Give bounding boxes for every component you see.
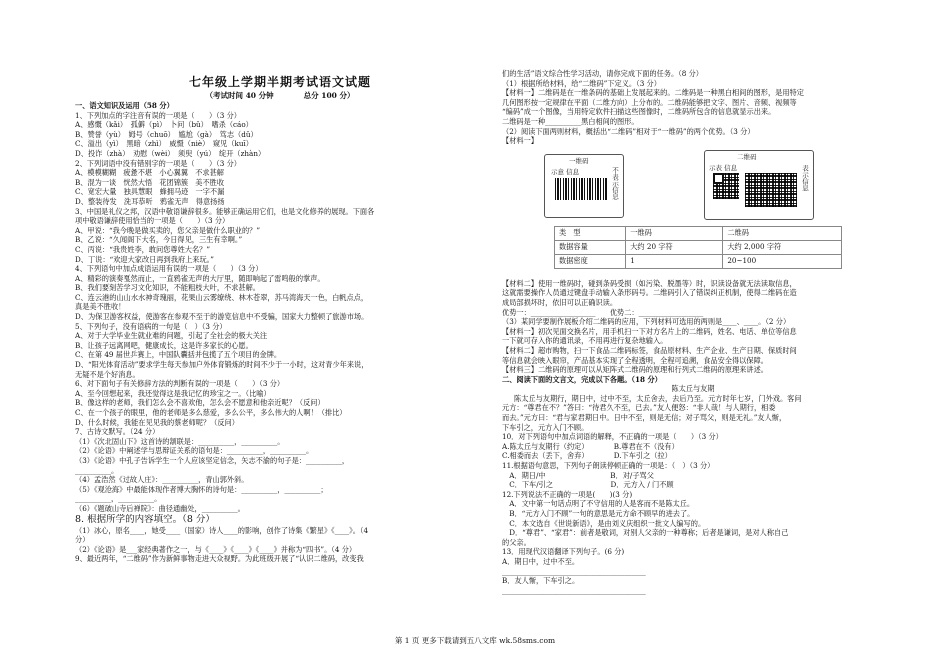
text-line: （3）《论语》中孔子告诉学生一个人应该坚定信念，矢志不渝的句子是：__________， [75,455,350,465]
qr-finder-pattern [713,173,724,184]
reading-heading: 二、阅读下面的文言文，完成以下各题。（18 分） [502,374,662,384]
text-line: 【材料二】使用一维码时，碰到条码受损（如污染、脱墨等）时，识读设备就无法读取信息， [502,278,797,288]
text-line: 真是美不胜收！ [75,302,126,312]
text-line: D、丁说：“欢迎大家改日再到我府上来玩。” [75,254,214,264]
right-column [502,69,884,595]
text-line: A．文中第一句话点明了不守信用的人是客而不是陈太丘。 [502,499,695,509]
text-line: 5、下列句子，没有语病的一句是（ ）（3 分） [75,321,227,331]
text-line: D．“尊君”、“家君”：前者是敬词，对别人父亲的一种尊称；后者是谦词，是对人称自己 [502,528,789,538]
text-line: 【材料一】二维码是在一维条码的基础上发展起来的。二维码是一种黑白相间的图形，是用特定 [502,88,804,98]
text-line: A、感慨（kǎi） 孤僻（pì） 卜问（bǔ） 嗜杀（cáo） [75,120,253,130]
text-line: 一下就可存入你的通讯录，不用再进行复杂地输入。 [502,336,668,346]
text-line: A、甲说：“我今晚是做买卖的，您父亲是做什么职业的？” [75,225,261,235]
comparison-table [554,226,842,269]
text-line: __________。 [75,465,119,475]
text-line: 13．用现代汉语翻译下列句子。(6 分) [502,547,625,557]
text-line: C．下车/引之 D．元方入 / 门不顾 [502,480,674,490]
text-line: 2、下列词语中没有错别字的一项是（ ）（3 分） [75,158,241,168]
text-line: B．友人惭，下车引之。 [502,576,580,586]
text-line: 几何图形按一定规律在平面（二维方向）上分布的。二维码能够把文字、图片、音频、视频等 [502,97,797,107]
text-line: 9、最近两年，“二维码”作为新鲜事物走进大众视野。为此班级开展了“认识二维码，改变我 [75,554,364,564]
text-line: D、为保卫游客权益，使游客在参观不至于的游览信息中不受骗，国家大力整顿了旅游市场。 [75,312,369,322]
text-line: 3、中国是礼仪之邦，汉语中敬语谦辞很多。能够正确运用它们，也是文化修养的展现。下面各 [75,206,375,216]
pdf417-code-image [745,173,797,207]
text-line: 下车引之，元方入门不顾。 [502,422,589,432]
right-middle-section [502,279,884,375]
table-cell: 20~100 [723,254,842,268]
text-line: （5）《观沧海》中最能体现作者博大胸怀的诗句是：__________，__________； [75,484,328,494]
text-line: 这就需要操作人员通过键盘手动输入条形码号。二维码引入了错误纠正机制，使得二维码在造 [502,288,797,298]
text-line: B、像这样的老师，我们怎么会不喜欢他，怎么会不愿意和他亲近呢？（反问） [75,398,325,408]
table-cell: 大约 2,000 字符 [723,240,842,254]
text-line: __________，__________。 [75,494,162,504]
text-line: B、我们要刻苦学习文化知识，不能粗枝大叶，不求甚解。 [75,283,260,293]
text-line: 8. 根据所学的内容填空。（8 分） [75,513,215,525]
text-line: B、让孩子远离网吧，健康成长，这是许多家长的心愿。 [75,340,253,350]
text-line: A、精彩的演奏戛然而止，一直鸦雀无声的大厅里，随即响起了雷鸣般的掌声。 [75,273,325,283]
text-line: （2）《论语》是___家经典著作之一，与《____》《____》《____》并称为“四书”。（4 分） [75,544,357,554]
text-line: 二维码是一种__________黑白相间的图形。 [502,116,639,126]
one-d-barcode-card [544,154,624,218]
table-cell: 数据容量 [555,240,626,254]
passage-title: 陈太丘与友期 [671,384,715,394]
two-d-label: 二维码 [737,152,757,161]
text-line: B、赞誉（yù） 姆号（chuō） 尴尬（gà） 笃志（dǔ） [75,129,258,139]
text-line: 分） [75,535,90,545]
text-line: C、连云港的山山水水神奇瑰丽，花果山云雾缭绕、林木苍翠，苏马湾海天一色，白帆点点， [75,292,369,302]
text-line: 【材料三】二维码的原理可以从矩阵式二维码的原理和行列式二维码的原理来讲述。 [502,365,768,375]
text-line: B、混为一谈 恍然大悟 花团锦簇 美不胜收 [75,177,225,187]
one-d-barcode-image [555,178,607,200]
one-d-side-label: 不表示信息 [611,166,619,200]
two-d-side-label: 表示信息 [801,164,809,191]
text-line: D、投诈（zhà） 劝慰（wèi） 须臾（yú） 绽开（zhàn） [75,148,266,158]
text-line: C、溢出（yì） 黑暗（zhì） 威慑（niè） 窥见（kuī） [75,139,253,149]
text-line: 【材料一】 [502,136,538,146]
text-line: D、“阳光体育活动”要求学生每天参加户外体育锻炼的时间不少于一小时，这对青少年来说， [75,360,369,370]
table-header-cell: 类 型 [555,226,626,240]
page-footer: 第 1 页 更多下载请到五八文库 wk.58sms.com [394,636,556,645]
text-line: 项中敬语谦辞使用恰当的一项是（ ）（3 分） [75,216,230,226]
text-line: C、在一个孩子的眼里，他的老师是多么慈爱，多么公平，多么伟大的人啊！（排比） [75,408,347,417]
text-line: ________________________________________ [502,566,646,576]
text-line: C、丙说：“我贵姓李，敢问您尊姓大名？” [75,244,211,254]
text-line: 们的生活”语文综合性学习活动，请你完成下面的任务。（8 分） [502,69,703,78]
table-header-cell: 一维码 [626,226,723,240]
text-line: （1）根据所给材料，给“二维码”下定义。（3 分） [502,78,661,88]
table-header-row [555,226,842,240]
text-line: （3）某同学要制作展板介绍二维码的应用，下列材料可选用的两则是____、____。（2 分） [502,317,791,327]
one-d-label: 一维码 [569,156,589,165]
text-line: 元方：“尊君在不？”答曰：“待君久不至，已去。”友人便怒：“非人哉！与人期行，相委 [502,403,776,413]
text-line: “编码”成一个图像，当用特定软件扫描这些图像时，二维码所包含的信息就显示出来。 [502,107,776,117]
right-top-section [502,69,884,146]
text-line: 12.下列说法不正确的一项是( )(3 分) [502,489,633,499]
text-line: 7、古诗文默写。（24 分） [75,427,160,437]
text-line: A、模模糊糊 疲惫不堪 小心翼翼 不求甚解 [75,168,224,178]
two-d-caption: 示表 信息 [709,163,738,172]
page-title: 七年级上学期半期考试语文试题 [188,75,371,89]
text-line: 成局部损坏时，依旧可以正确识读。 [502,297,618,307]
text-line: （1）冰心，原名____，她受____（国家）诗人____的影响，创作了诗集《繁星》《____》。（4 [75,525,369,535]
text-line: C．本文选自《世说新语》，是由刘义庆组织一批文人编写的。 [502,518,706,528]
text-line: 而去。”元方曰：“君与家君期日中。日中不至，则是无信；对子骂父，则是无礼。”友人惭， [502,413,787,423]
table-cell: 数据密度 [555,254,626,268]
text-line: 无疑不是个好消息。 [75,369,140,379]
exam-subtitle: （考试时间 40 分钟 总分 100 分） [205,91,355,100]
text-line: 陈太丘与友期行，期日中，过中不至，太丘舍去，去后乃至。元方时年七岁，门外戏。客问 [514,393,802,403]
text-line: （2）阅读下面两则材料，概括出“二维码”相对于“一维码”的两个优势。（3 分） [502,126,755,136]
table-header-cell: 二维码 [723,226,842,240]
text-line: B．“元方入门不顾”一句的意思是元方命不顾早的进去了。 [502,509,695,518]
text-line: A、对于大学毕业生就业难的问题，引起了全社会的极大关注 [75,331,268,341]
text-line: C.相委而去（丢下，舍弃） D.下车引之（拉） [502,451,672,461]
text-line: 的父亲。 [502,537,531,547]
text-line: A、至今回想起来，我还觉得这是我记忆的珍宝之一。（比喻） [75,388,271,398]
text-line: A.陈太丘与友期行（约定） B.尊君在不（没有） [502,441,679,451]
reading-questions [502,432,884,595]
text-line: 优势一：__________________ 优势二：__________________ [502,307,704,317]
text-line: 10．对下列语句中加点词语的解释，不正确的一项是（ ）（3 分） [502,432,723,442]
text-line: 4、下列语句中加点成语运用有误的一项是（ ）（3 分） [75,264,263,274]
text-line: A．期日中，过中不至。 [502,556,580,566]
text-line: （1）《次北固山下》这首诗的颔联是：__________，__________。 [75,436,285,446]
text-line: B、乙说：“久闻阁下大名，今日得见，三生有幸啊。” [75,235,243,245]
two-d-barcode-card [704,150,814,220]
text-line: 11.根据语句意思，下列句子朗读停顿正确的一项是：（ ）（3 分） [502,461,715,471]
text-line: D、什么时候，我能在见见我的蔡老师呢？（反问） [75,417,239,427]
one-d-caption: 示意 信息 [551,167,580,176]
text-line: C、宽宏大量 独具慧眼 蜂拥马迹 一字不漏 [75,187,225,197]
text-line: D、整装待发 洗耳恭听 鸦雀无声 得意扬扬 [75,196,225,206]
text-line: A．期日/中 B．对/子骂父 [502,470,654,480]
table-cell: 1 [626,254,723,268]
text-line: 一、语文知识及运用（58 分） [75,101,174,110]
text-line: ________________________________________ [502,585,646,595]
text-line: （6）《题破山寺后禅院》：曲径通幽处，__________。 [75,503,245,513]
text-line: 【材料二】超市购物，扫一下食品二维码标签，食品原材料、生产企业、生产日期、保质时间 [502,345,797,355]
table-row [555,254,842,268]
barcode-figure [502,148,884,224]
table-row [555,240,842,254]
left-column [75,101,485,564]
text-line: 6、对下面句子有关修辞方法的判断有误的一项是（ ）（3 分） [75,379,285,389]
text-line: 【材料一】初次见面交换名片，用手机扫一下对方名片上的二维码，姓名、电话、单位等信息 [502,326,797,336]
text-line: 等信息就会映入眼帘，产品基本实现了全程透明，全程可追溯，食品安全得以保障。 [502,355,768,365]
text-line: （2）《论语》中阐述学与思辩证关系的语句是：__________，__________。 [75,446,314,456]
passage-text [502,394,884,432]
table-cell: 大约 20 字符 [626,240,723,254]
text-line: C、在第 49 届世乒赛上，中国队囊括并包揽了五个项目的金牌。 [75,350,282,360]
text-line: 1、下列加点的字注音有误的一项是（ ）（3 分） [75,110,241,120]
text-line: （4）孟浩然《过故人庄》：__________，青山郭外斜。 [75,475,249,485]
